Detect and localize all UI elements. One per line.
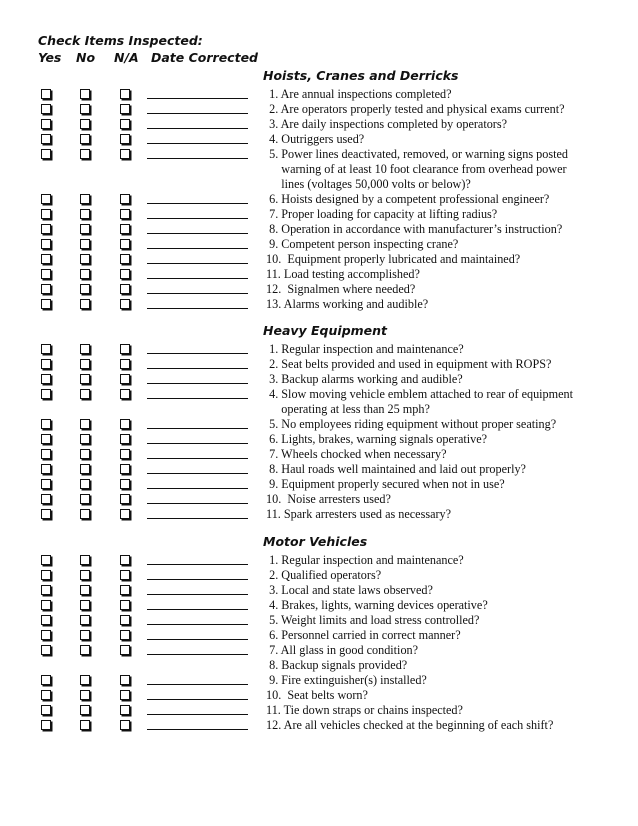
date-corrected-line[interactable] xyxy=(147,654,248,655)
no-checkbox[interactable] xyxy=(80,464,90,474)
section-hoists-cranes-derricks-title: Hoists, Cranes and Derricks xyxy=(263,68,459,83)
date-corrected-line[interactable] xyxy=(147,684,248,685)
checklist-item xyxy=(0,357,638,372)
no-checkbox[interactable] xyxy=(80,239,90,249)
yes-checkbox[interactable] xyxy=(41,690,51,700)
na-checkbox[interactable] xyxy=(120,675,130,685)
na-checkbox[interactable] xyxy=(120,585,130,595)
date-corrected-line[interactable] xyxy=(147,218,248,219)
na-checkbox[interactable] xyxy=(120,464,130,474)
date-corrected-line[interactable] xyxy=(147,443,248,444)
na-checkbox[interactable] xyxy=(120,449,130,459)
date-corrected-line[interactable] xyxy=(147,293,248,294)
checklist-item xyxy=(0,432,638,447)
checklist-item xyxy=(0,718,638,733)
date-corrected-line[interactable] xyxy=(147,609,248,610)
yes-checkbox[interactable] xyxy=(41,134,51,144)
no-checkbox[interactable] xyxy=(80,269,90,279)
no-checkbox[interactable] xyxy=(80,299,90,309)
yes-checkbox[interactable] xyxy=(41,494,51,504)
date-corrected-line[interactable] xyxy=(147,428,248,429)
date-corrected-line[interactable] xyxy=(147,158,248,159)
checklist-item xyxy=(0,583,638,598)
na-checkbox[interactable] xyxy=(120,119,130,129)
no-checkbox[interactable] xyxy=(80,509,90,519)
checklist-item-text: 3. Local and state laws observed? xyxy=(263,583,433,597)
checklist-item xyxy=(0,673,638,688)
no-checkbox[interactable] xyxy=(80,705,90,715)
na-checkbox[interactable] xyxy=(120,269,130,279)
no-checkbox[interactable] xyxy=(80,344,90,354)
na-checkbox[interactable] xyxy=(120,494,130,504)
checklist-item-text: 8. Backup signals provided? xyxy=(263,658,408,672)
date-corrected-line[interactable] xyxy=(147,98,248,99)
checklist-item-text: 7. All glass in good condition? xyxy=(263,643,419,657)
checklist-item xyxy=(0,192,638,207)
date-corrected-line[interactable] xyxy=(147,579,248,580)
yes-checkbox[interactable] xyxy=(41,119,51,129)
column-header-no: No xyxy=(76,50,96,65)
no-checkbox[interactable] xyxy=(80,224,90,234)
no-checkbox[interactable] xyxy=(80,585,90,595)
na-checkbox[interactable] xyxy=(120,89,130,99)
checklist-item-text: 5. No employees riding equipment without proper seating? xyxy=(263,417,557,431)
na-checkbox[interactable] xyxy=(120,600,130,610)
checklist-item xyxy=(0,207,638,222)
no-checkbox[interactable] xyxy=(80,645,90,655)
no-checkbox[interactable] xyxy=(80,720,90,730)
checklist-item-text: lines (voltages 50,000 volts or below)? xyxy=(263,177,471,191)
date-corrected-line[interactable] xyxy=(147,624,248,625)
yes-checkbox[interactable] xyxy=(41,359,51,369)
no-checkbox[interactable] xyxy=(80,134,90,144)
checklist-item-text: 5. Weight limits and load stress controlled? xyxy=(263,613,480,627)
date-corrected-line[interactable] xyxy=(147,383,248,384)
na-checkbox[interactable] xyxy=(120,194,130,204)
section-motor-vehicles-title: Motor Vehicles xyxy=(263,534,368,549)
date-corrected-line[interactable] xyxy=(147,248,248,249)
na-checkbox[interactable] xyxy=(120,645,130,655)
yes-checkbox[interactable] xyxy=(41,419,51,429)
checklist-item-text: 11. Load testing accomplished? xyxy=(263,267,420,281)
yes-checkbox[interactable] xyxy=(41,464,51,474)
checklist-item xyxy=(0,703,638,718)
checklist-item-text: 11. Tie down straps or chains inspected? xyxy=(263,703,463,717)
checklist-item-text: 6. Personnel carried in correct manner? xyxy=(263,628,461,642)
no-checkbox[interactable] xyxy=(80,675,90,685)
checklist-item-text: 2. Are operators properly tested and physical exams current? xyxy=(263,102,565,116)
yes-checkbox[interactable] xyxy=(41,89,51,99)
yes-checkbox[interactable] xyxy=(41,705,51,715)
checklist-item xyxy=(0,267,638,282)
na-checkbox[interactable] xyxy=(120,630,130,640)
date-corrected-line[interactable] xyxy=(147,594,248,595)
checklist-item-text: 4. Outriggers used? xyxy=(263,132,365,146)
checklist-item-text: 4. Brakes, lights, warning devices operative? xyxy=(263,598,488,612)
na-checkbox[interactable] xyxy=(120,389,130,399)
checklist-item-text: 2. Seat belts provided and used in equipment with ROPS? xyxy=(263,357,552,371)
yes-checkbox[interactable] xyxy=(41,555,51,565)
yes-checkbox[interactable] xyxy=(41,509,51,519)
no-checkbox[interactable] xyxy=(80,284,90,294)
no-checkbox[interactable] xyxy=(80,690,90,700)
checklist-item xyxy=(0,553,638,568)
no-checkbox[interactable] xyxy=(80,615,90,625)
checklist-item xyxy=(0,147,638,162)
checklist-item-text: 6. Hoists designed by a competent professional engineer? xyxy=(263,192,550,206)
date-corrected-line[interactable] xyxy=(147,518,248,519)
section-heavy-equipment-title: Heavy Equipment xyxy=(263,323,388,338)
checklist-title: Check Items Inspected: xyxy=(38,33,203,48)
date-corrected-line[interactable] xyxy=(147,564,248,565)
na-checkbox[interactable] xyxy=(120,104,130,114)
date-corrected-line[interactable] xyxy=(147,143,248,144)
na-checkbox[interactable] xyxy=(120,509,130,519)
checklist-item xyxy=(0,658,638,673)
checklist-item xyxy=(0,643,638,658)
date-corrected-line[interactable] xyxy=(147,368,248,369)
date-corrected-line[interactable] xyxy=(147,699,248,700)
date-corrected-line[interactable] xyxy=(147,233,248,234)
date-corrected-line[interactable] xyxy=(147,263,248,264)
date-corrected-line[interactable] xyxy=(147,128,248,129)
yes-checkbox[interactable] xyxy=(41,224,51,234)
checklist-item xyxy=(0,598,638,613)
na-checkbox[interactable] xyxy=(120,419,130,429)
checklist-item-text: 1. Are annual inspections completed? xyxy=(263,87,452,101)
na-checkbox[interactable] xyxy=(120,434,130,444)
date-corrected-line[interactable] xyxy=(147,113,248,114)
checklist-item-text: 9. Competent person inspecting crane? xyxy=(263,237,459,251)
checklist-item xyxy=(0,568,638,583)
checklist-item-text: 12. Signalmen where needed? xyxy=(263,282,416,296)
checklist-item xyxy=(0,282,638,297)
na-checkbox[interactable] xyxy=(120,239,130,249)
yes-checkbox[interactable] xyxy=(41,479,51,489)
na-checkbox[interactable] xyxy=(120,479,130,489)
checklist-item xyxy=(0,342,638,357)
checklist-item-text: 10. Equipment properly lubricated and maintained? xyxy=(263,252,521,266)
checklist-item xyxy=(0,222,638,237)
checklist-item xyxy=(0,387,638,402)
no-checkbox[interactable] xyxy=(80,359,90,369)
checklist-item-text: 8. Haul roads well maintained and laid out properly? xyxy=(263,462,526,476)
no-checkbox[interactable] xyxy=(80,419,90,429)
no-checkbox[interactable] xyxy=(80,209,90,219)
checklist-item xyxy=(0,237,638,252)
checklist-item-text: 9. Equipment properly secured when not in use? xyxy=(263,477,505,491)
checklist-item xyxy=(0,447,638,462)
checklist-item-text: 11. Spark arresters used as necessary? xyxy=(263,507,452,521)
yes-checkbox[interactable] xyxy=(41,269,51,279)
checklist-item xyxy=(0,628,638,643)
checklist-item-text: 13. Alarms working and audible? xyxy=(263,297,429,311)
date-corrected-line[interactable] xyxy=(147,488,248,489)
checklist-item xyxy=(0,102,638,117)
no-checkbox[interactable] xyxy=(80,434,90,444)
checklist-item xyxy=(0,492,638,507)
yes-checkbox[interactable] xyxy=(41,104,51,114)
date-corrected-line[interactable] xyxy=(147,203,248,204)
na-checkbox[interactable] xyxy=(120,344,130,354)
yes-checkbox[interactable] xyxy=(41,600,51,610)
date-corrected-line[interactable] xyxy=(147,308,248,309)
checklist-item-text: 3. Are daily inspections completed by operators? xyxy=(263,117,508,131)
checklist-item xyxy=(0,477,638,492)
yes-checkbox[interactable] xyxy=(41,615,51,625)
yes-checkbox[interactable] xyxy=(41,374,51,384)
yes-checkbox[interactable] xyxy=(41,720,51,730)
yes-checkbox[interactable] xyxy=(41,585,51,595)
no-checkbox[interactable] xyxy=(80,374,90,384)
checklist-item xyxy=(0,297,638,312)
na-checkbox[interactable] xyxy=(120,374,130,384)
na-checkbox[interactable] xyxy=(120,209,130,219)
checklist-item-text: operating at less than 25 mph? xyxy=(263,402,430,416)
na-checkbox[interactable] xyxy=(120,615,130,625)
checklist-item-text: warning of at least 10 foot clearance from overhead power xyxy=(263,162,567,176)
na-checkbox[interactable] xyxy=(120,299,130,309)
checklist-item xyxy=(0,117,638,132)
yes-checkbox[interactable] xyxy=(41,149,51,159)
no-checkbox[interactable] xyxy=(80,494,90,504)
no-checkbox[interactable] xyxy=(80,149,90,159)
no-checkbox[interactable] xyxy=(80,119,90,129)
checklist-item-text: 8. Operation in accordance with manufacturer’s instruction? xyxy=(263,222,563,236)
date-corrected-line[interactable] xyxy=(147,503,248,504)
yes-checkbox[interactable] xyxy=(41,630,51,640)
yes-checkbox[interactable] xyxy=(41,570,51,580)
yes-checkbox[interactable] xyxy=(41,194,51,204)
no-checkbox[interactable] xyxy=(80,389,90,399)
checklist-item xyxy=(0,162,638,177)
checklist-item-text: 7. Proper loading for capacity at lifting radius? xyxy=(263,207,498,221)
date-corrected-line[interactable] xyxy=(147,473,248,474)
checklist-item xyxy=(0,462,638,477)
checklist-item xyxy=(0,132,638,147)
yes-checkbox[interactable] xyxy=(41,645,51,655)
no-checkbox[interactable] xyxy=(80,104,90,114)
checklist-item xyxy=(0,87,638,102)
checklist-item xyxy=(0,177,638,192)
yes-checkbox[interactable] xyxy=(41,434,51,444)
yes-checkbox[interactable] xyxy=(41,449,51,459)
yes-checkbox[interactable] xyxy=(41,209,51,219)
checklist-item xyxy=(0,372,638,387)
column-header-date-corrected: Date Corrected xyxy=(151,50,258,65)
checklist-item-text: 10. Seat belts worn? xyxy=(263,688,368,702)
na-checkbox[interactable] xyxy=(120,555,130,565)
checklist-item xyxy=(0,252,638,267)
na-checkbox[interactable] xyxy=(120,359,130,369)
date-corrected-line[interactable] xyxy=(147,458,248,459)
date-corrected-line[interactable] xyxy=(147,729,248,730)
na-checkbox[interactable] xyxy=(120,224,130,234)
no-checkbox[interactable] xyxy=(80,449,90,459)
na-checkbox[interactable] xyxy=(120,720,130,730)
date-corrected-line[interactable] xyxy=(147,714,248,715)
checklist-item-text: 1. Regular inspection and maintenance? xyxy=(263,553,464,567)
column-header-yes: Yes xyxy=(38,50,62,65)
checklist-item-text: 3. Backup alarms working and audible? xyxy=(263,372,463,386)
yes-checkbox[interactable] xyxy=(41,284,51,294)
na-checkbox[interactable] xyxy=(120,705,130,715)
checklist-item-text: 12. Are all vehicles checked at the beginning of each shift? xyxy=(263,718,554,732)
yes-checkbox[interactable] xyxy=(41,299,51,309)
checklist-item xyxy=(0,417,638,432)
checklist-item xyxy=(0,402,638,417)
na-checkbox[interactable] xyxy=(120,149,130,159)
na-checkbox[interactable] xyxy=(120,254,130,264)
checklist-item-text: 6. Lights, brakes, warning signals operative? xyxy=(263,432,488,446)
yes-checkbox[interactable] xyxy=(41,389,51,399)
checklist-item-text: 10. Noise arresters used? xyxy=(263,492,391,506)
na-checkbox[interactable] xyxy=(120,570,130,580)
checklist-item xyxy=(0,507,638,522)
no-checkbox[interactable] xyxy=(80,555,90,565)
column-header-na: N/A xyxy=(114,50,139,65)
checklist-item-text: 1. Regular inspection and maintenance? xyxy=(263,342,464,356)
date-corrected-line[interactable] xyxy=(147,398,248,399)
checklist-item xyxy=(0,688,638,703)
date-corrected-line[interactable] xyxy=(147,639,248,640)
checklist-item-text: 2. Qualified operators? xyxy=(263,568,382,582)
na-checkbox[interactable] xyxy=(120,690,130,700)
no-checkbox[interactable] xyxy=(80,89,90,99)
date-corrected-line[interactable] xyxy=(147,353,248,354)
checklist-item-text: 4. Slow moving vehicle emblem attached to rear of equipment xyxy=(263,387,574,401)
no-checkbox[interactable] xyxy=(80,630,90,640)
yes-checkbox[interactable] xyxy=(41,675,51,685)
no-checkbox[interactable] xyxy=(80,600,90,610)
na-checkbox[interactable] xyxy=(120,134,130,144)
checklist-item xyxy=(0,613,638,628)
yes-checkbox[interactable] xyxy=(41,239,51,249)
no-checkbox[interactable] xyxy=(80,254,90,264)
yes-checkbox[interactable] xyxy=(41,254,51,264)
yes-checkbox[interactable] xyxy=(41,344,51,354)
no-checkbox[interactable] xyxy=(80,570,90,580)
no-checkbox[interactable] xyxy=(80,479,90,489)
checklist-item-text: 9. Fire extinguisher(s) installed? xyxy=(263,673,427,687)
checklist-item-text: 5. Power lines deactivated, removed, or warning signs posted xyxy=(263,147,568,161)
checklist-item-text: 7. Wheels chocked when necessary? xyxy=(263,447,447,461)
date-corrected-line[interactable] xyxy=(147,278,248,279)
na-checkbox[interactable] xyxy=(120,284,130,294)
no-checkbox[interactable] xyxy=(80,194,90,204)
